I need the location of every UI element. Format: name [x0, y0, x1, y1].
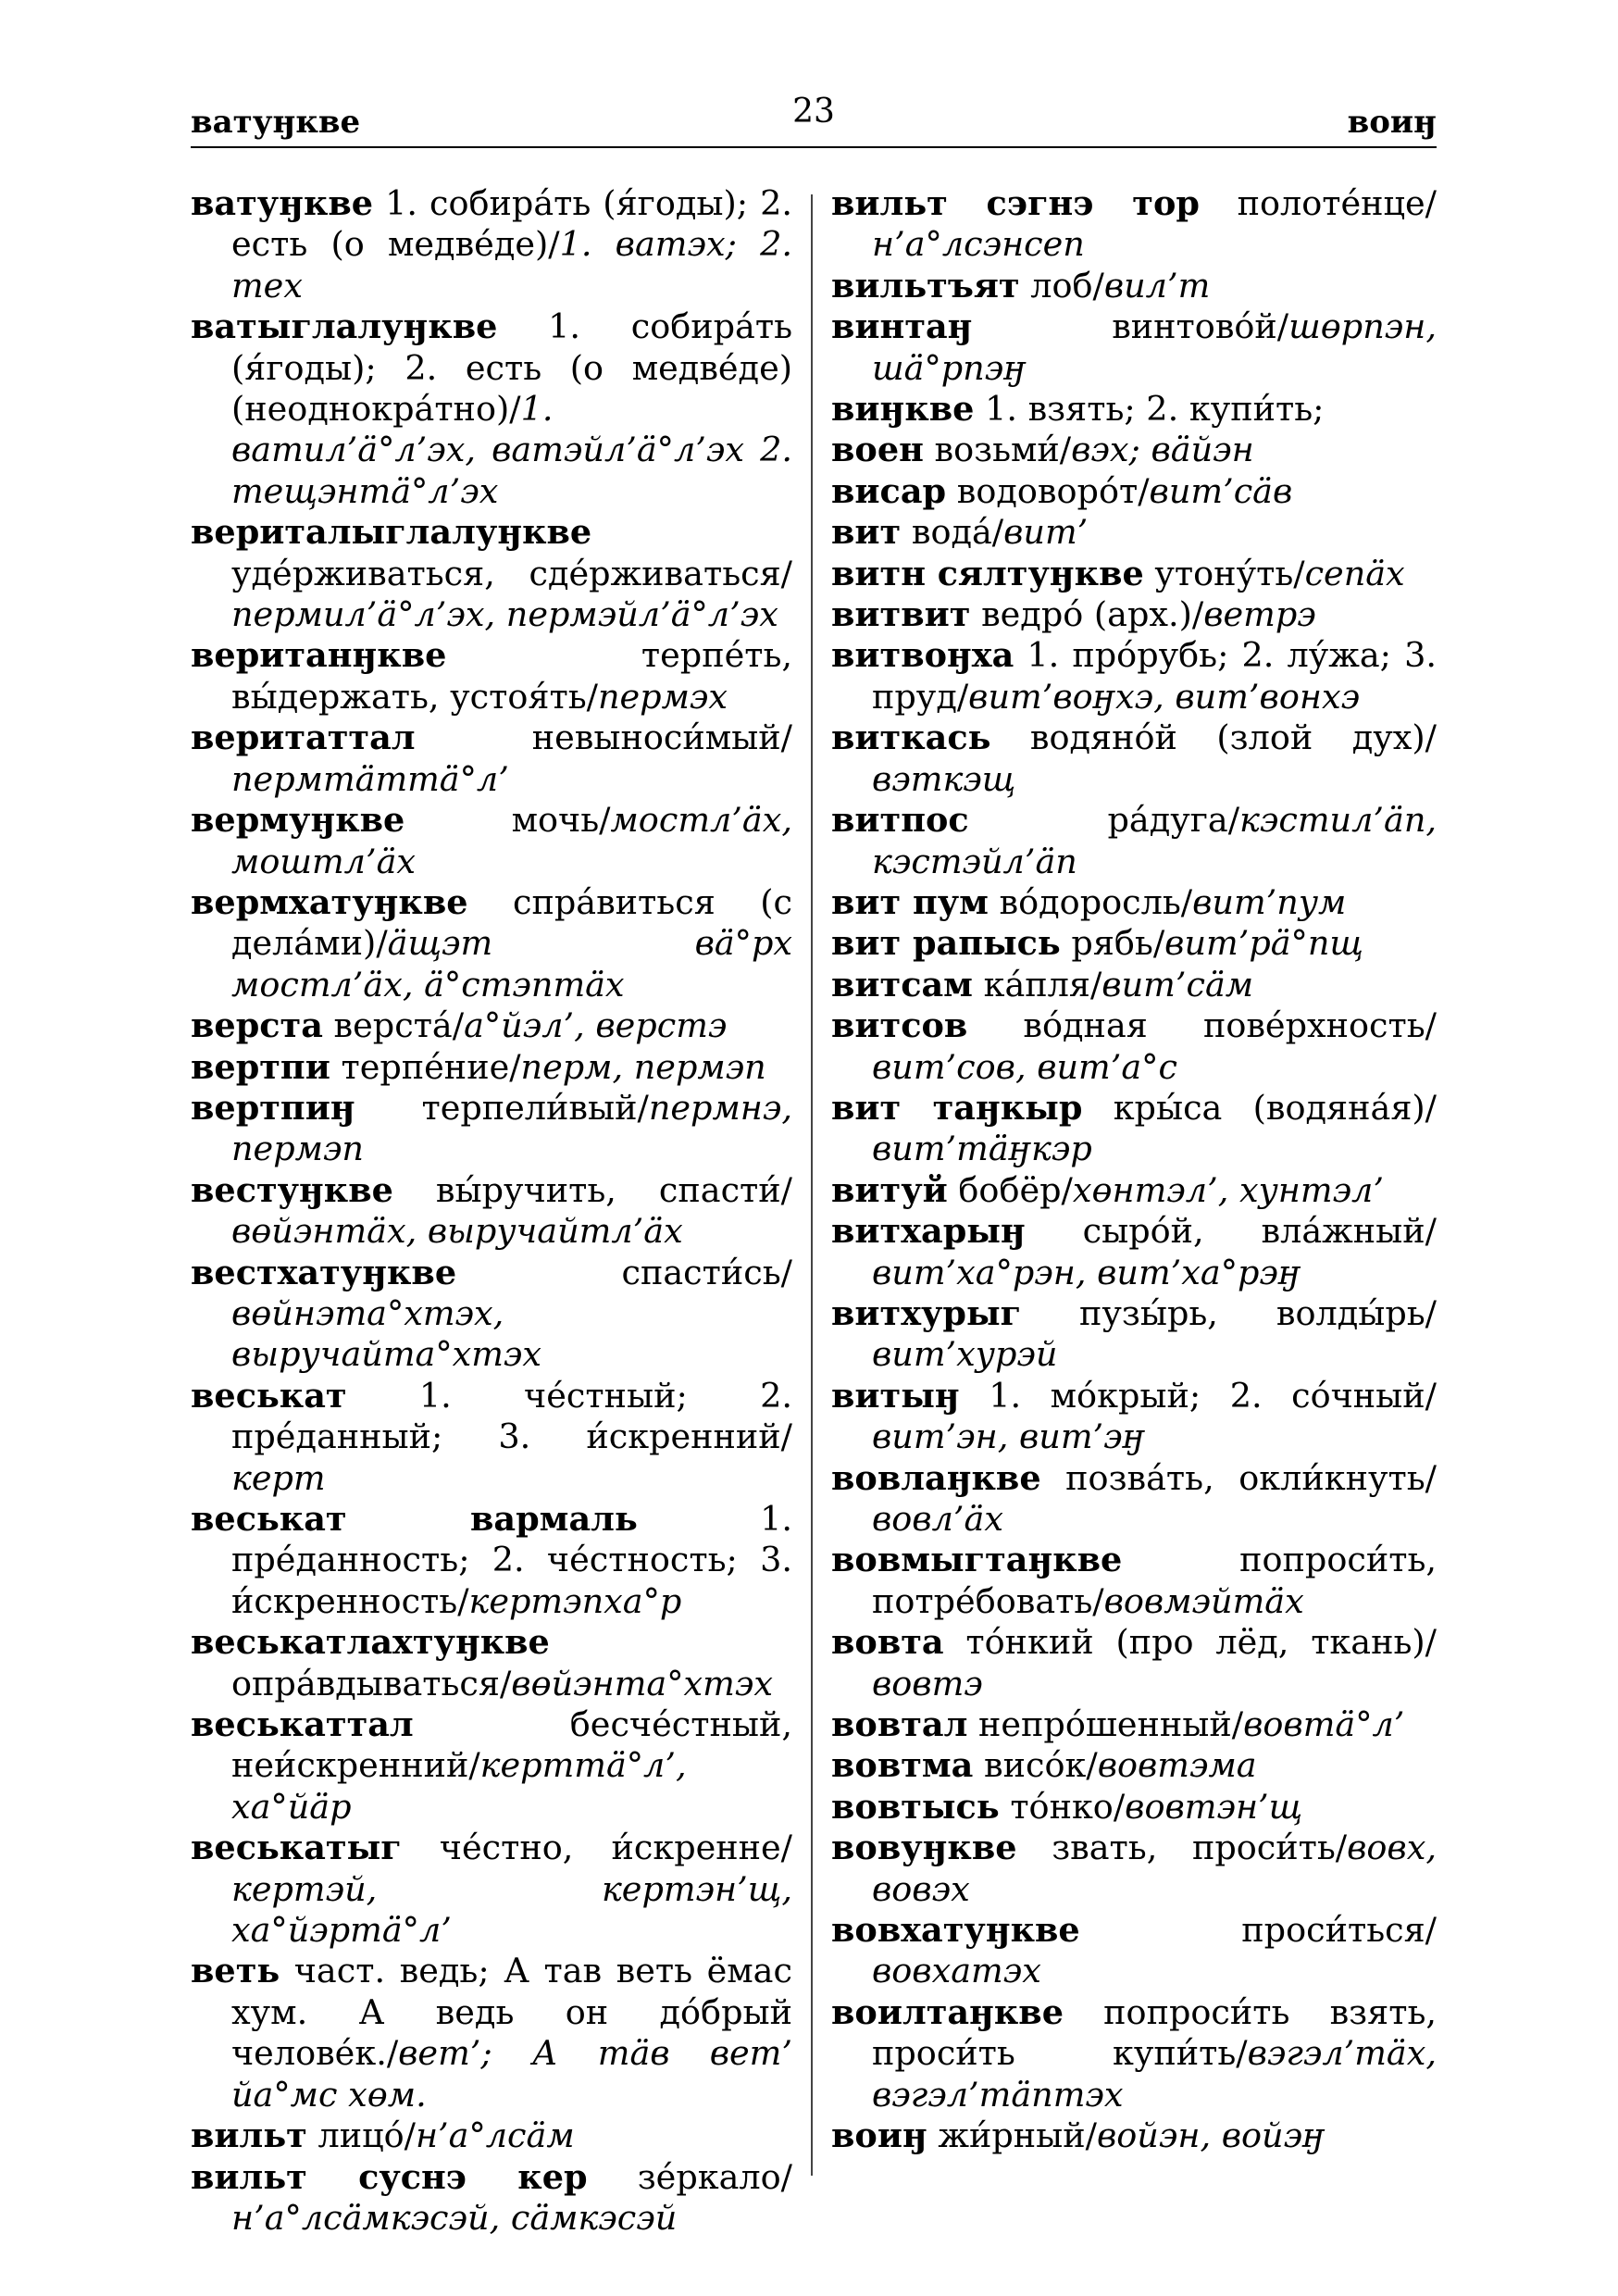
entry-headword: витвит [831, 594, 971, 635]
dictionary-entry [831, 1622, 1437, 1704]
entry-definition: 1. мо́крый; 2. со́чный/ [989, 1375, 1437, 1416]
entry-definition: кры́са (водяна́я)/ [1113, 1087, 1437, 1128]
entry-definition: непро́шенный/ [978, 1704, 1244, 1745]
entry-headword: вериталыглалуӈкве [191, 512, 592, 553]
entry-definition: уде́рживаться, сде́рживаться/ [231, 553, 792, 593]
dictionary-entry [831, 1910, 1437, 1992]
left-column [191, 183, 792, 2239]
entry-headword: витхарыӈ [831, 1211, 1026, 1252]
dictionary-entry [831, 882, 1437, 923]
entry-definition: то́нкий (про лёд, ткань)/ [965, 1622, 1437, 1663]
entry-definition: вы́ручить, спасти́/ [435, 1169, 792, 1210]
dictionary-entry [831, 266, 1437, 306]
entry-definition: то́нко/ [1010, 1786, 1126, 1827]
entry-headword: вертпи [191, 1046, 330, 1087]
entry-definition: верста́/ [333, 1005, 465, 1046]
entry-translation: пермнэ, пермэп [231, 1087, 792, 1169]
entry-translation: вил’т [1103, 265, 1211, 306]
entry-translation: кертэпха°р [468, 1580, 682, 1621]
entry-headword: веськатыг [191, 1828, 402, 1868]
running-head-left: ватуӈкве [191, 104, 361, 141]
entry-translation: сепӓх [1304, 553, 1405, 593]
entry-headword: вовуӈкве [831, 1828, 1017, 1868]
entry-translation: керттӓ°л’, ха°йӓр [231, 1745, 687, 1827]
entry-translation: вөйэнтӓх, выручайтл’ӓх [231, 1211, 683, 1252]
entry-headword: виткась [831, 718, 991, 758]
entry-headword: воиӈ [831, 2115, 927, 2156]
entry-translation: войэн, войэӈ [1097, 2115, 1326, 2156]
entry-definition: полоте́нце/ [1237, 183, 1437, 223]
entry-translation: кертэй, кертэн’щ, ха°йэртӓ°л’ [231, 1868, 792, 1951]
entry-translation: вовмэйтӓх [1103, 1580, 1304, 1621]
dictionary-entry [831, 1992, 1437, 2115]
dictionary-entry [191, 2115, 792, 2156]
entry-definition: 1. собира́ть (я́годы); 2. есть (о медве́де)/ [231, 183, 792, 265]
entry-headword: вит [831, 512, 902, 553]
entry-definition: бобёр/ [958, 1169, 1073, 1210]
dictionary-entry [831, 1170, 1437, 1211]
running-head-right: воиӈ [1347, 104, 1437, 141]
entry-definition: мочь/ [511, 800, 611, 841]
entry-definition: терпе́ние/ [341, 1046, 521, 1087]
entry-headword: веськатлахтуӈкве [191, 1622, 550, 1663]
dictionary-entry [191, 2157, 792, 2240]
entry-headword: витсам [831, 964, 973, 1004]
dictionary-entry [831, 1540, 1437, 1622]
entry-definition: пузы́рь, волды́рь/ [1079, 1292, 1437, 1333]
entry-translation: н’а°лсӓм [415, 2115, 575, 2156]
dictionary-entry [191, 1005, 792, 1046]
entry-headword: вильт [191, 2115, 307, 2156]
entry-definition: звать, проси́ть/ [1052, 1828, 1348, 1868]
entry-definition: 1. собира́ть (я́годы); 2. есть (о медве́де) (неоднокра́тно)/ [231, 306, 792, 430]
dictionary-entry [191, 1704, 792, 1828]
dictionary-entry [831, 183, 1437, 266]
dictionary-entry [191, 1376, 792, 1499]
page-header [191, 93, 1437, 152]
entry-definition: во́доросль/ [999, 881, 1193, 922]
entry-headword: вовтал [831, 1704, 968, 1745]
entry-definition: висо́к/ [984, 1745, 1098, 1786]
entry-translation: ӓщэт вӓ°рх мостл’ӓх, ӓ°стэптӓх [231, 923, 792, 1004]
dictionary-entry [191, 635, 792, 718]
entry-definition: невыноси́мый/ [531, 718, 792, 758]
entry-translation: вөйнэта°хтэх, выручайта°хтэх [231, 1292, 542, 1375]
dictionary-entry [831, 1745, 1437, 1786]
entry-definition: ведро́ (арх.)/ [981, 594, 1204, 635]
entry-headword: витсов [831, 1005, 968, 1046]
entry-headword: витуй [831, 1169, 948, 1210]
entry-translation: н’а°лсэнсеп [872, 224, 1085, 265]
dictionary-entry [191, 512, 792, 635]
entry-headword: вит пум [831, 881, 989, 922]
entry-definition: сыро́й, вла́жный/ [1082, 1211, 1437, 1252]
entry-headword: винтаӈ [831, 306, 973, 347]
entry-translation: вит’рӓ°пщ [1164, 923, 1364, 964]
entry-definition: опра́вдываться/ [231, 1663, 512, 1703]
entry-headword: вермхатуӈкве [191, 881, 468, 922]
entry-definition: ра́дуга/ [1107, 800, 1240, 841]
entry-definition: ка́пля/ [983, 964, 1102, 1004]
right-column [831, 183, 1437, 2157]
dictionary-entry [831, 512, 1437, 553]
entry-translation: вит’эн, вит’эӈ [872, 1416, 1146, 1457]
entry-translation: пермэх [597, 676, 728, 717]
entry-translation: хөнтэл’, хунтэл’ [1072, 1169, 1384, 1210]
entry-translation: вовл’ӓх [872, 1499, 1003, 1539]
entry-translation: шөрпэн, шӓ°рпэӈ [872, 306, 1437, 388]
entry-definition: вода́/ [911, 512, 1004, 553]
entry-headword: витыӈ [831, 1375, 960, 1416]
column-divider [811, 194, 813, 2176]
dictionary-entry [831, 1376, 1437, 1458]
dictionary-entry [831, 965, 1437, 1005]
dictionary-entry [831, 1458, 1437, 1541]
entry-translation: пермтӓттӓ°л’ [231, 758, 509, 799]
entry-definition: терпели́вый/ [421, 1087, 649, 1128]
entry-headword: вовтма [831, 1745, 974, 1786]
entry-definition: во́дная пове́рхность/ [1023, 1005, 1437, 1046]
entry-translation: 1. ватил’ӓ°л’эх, ватэйл’ӓ°л’эх 2. тещэнтӓ°л’эх [231, 389, 792, 511]
dictionary-entry [191, 1253, 792, 1376]
entry-translation: н’а°лсӓмкэсэй, сӓмкэсэй [231, 2197, 678, 2238]
entry-translation: вэх; вӓйэн [1071, 430, 1254, 470]
entry-definition: рябь/ [1071, 923, 1165, 964]
dictionary-entry [831, 1005, 1437, 1088]
entry-translation: вовтэ [872, 1663, 983, 1703]
dictionary-entry [831, 718, 1437, 800]
dictionary-entry [191, 1088, 792, 1170]
entry-definition: терпе́ть, вы́держать, устоя́ть/ [231, 635, 792, 717]
entry-headword: веританӈкве [191, 635, 447, 676]
dictionary-entry [831, 1088, 1437, 1170]
entry-headword: вовтысь [831, 1786, 1000, 1827]
entry-translation: перм, пермэп [520, 1046, 766, 1087]
entry-headword: веськат вармаль [191, 1499, 638, 1539]
entry-definition: част. ведь; А тав веть ёмас хум. А ведь он до́брый челове́к./ [231, 1951, 792, 2074]
page-number: 23 [792, 93, 835, 131]
entry-definition: 1. взять; 2. купи́ть; [985, 389, 1325, 430]
entry-definition: 1. про́рубь; 2. лу́жа; 3. пруд/ [872, 635, 1437, 717]
dictionary-entry [831, 1293, 1437, 1376]
entry-translation: вовтэма [1097, 1745, 1257, 1786]
entry-definition: проси́ться/ [1241, 1910, 1437, 1951]
entry-headword: веськат [191, 1375, 347, 1416]
entry-translation: вовтӓ°л’ [1243, 1704, 1405, 1745]
entry-headword: верста [191, 1005, 323, 1046]
entry-translation: вит’ха°рэн, вит’ха°рэӈ [872, 1252, 1301, 1292]
entry-headword: воен [831, 430, 924, 470]
entry-translation: вовхатэх [872, 1951, 1041, 1991]
entry-definition: че́стно, и́скренне/ [439, 1828, 792, 1868]
entry-headword: вестуӈкве [191, 1169, 393, 1210]
entry-translation: вит’тӓӈкэр [872, 1129, 1092, 1169]
dictionary-entry [191, 800, 792, 882]
dictionary-entry [831, 430, 1437, 470]
dictionary-entry [191, 1828, 792, 1951]
entry-headword: витхурыг [831, 1292, 1022, 1333]
entry-headword: вильт сэгнэ тор [831, 183, 1200, 223]
entry-definition: 1. пре́данность; 2. че́стность; 3. и́скренность/ [231, 1499, 792, 1621]
dictionary-entry [831, 1211, 1437, 1293]
entry-definition: попроси́ть, потре́бовать/ [872, 1540, 1437, 1621]
entry-definition: бесче́стный, неи́скренний/ [231, 1704, 792, 1786]
entry-headword: вильт суснэ кер [191, 2156, 588, 2197]
entry-definition: зе́ркало/ [637, 2156, 792, 2197]
entry-headword: вит таӈкыр [831, 1087, 1083, 1128]
entry-translation: керт [231, 1457, 326, 1498]
entry-headword: витпос [831, 800, 969, 841]
dictionary-entry [191, 1951, 792, 2115]
dictionary-entry [831, 554, 1437, 594]
entry-headword: вовхатуӈкве [831, 1910, 1080, 1951]
entry-headword: вильтъят [831, 265, 1020, 306]
dictionary-entry [831, 1828, 1437, 1910]
entry-definition: спасти́сь/ [621, 1252, 792, 1292]
entry-headword: вестхатуӈкве [191, 1252, 457, 1292]
dictionary-entry [831, 389, 1437, 430]
entry-definition: позва́ть, окли́кнуть/ [1065, 1457, 1437, 1498]
entry-headword: ватыглалуӈкве [191, 306, 498, 347]
dictionary-entry [831, 471, 1437, 512]
dictionary-entry [831, 635, 1437, 718]
entry-definition: спра́виться (с дела́ми)/ [231, 881, 792, 964]
entry-translation: вит’сов, вит’а°с [872, 1046, 1177, 1087]
entry-translation: вит’ [1003, 512, 1089, 553]
entry-translation: вэгэл’тӓх, вэгэл’тӓптэх [872, 2033, 1437, 2115]
entry-translation: вет’; А тӓв вет’ йа°мс хөм. [231, 2033, 792, 2115]
dictionary-entry [191, 882, 792, 1005]
dictionary-entry [191, 1622, 792, 1704]
entry-headword: вовта [831, 1622, 944, 1663]
entry-headword: ватуӈкве [191, 183, 374, 223]
entry-headword: витвоӈха [831, 635, 1014, 676]
entry-translation: мостл’ӓх, моштл’ӓх [231, 800, 792, 881]
entry-headword: вовлаӈкве [831, 1457, 1041, 1498]
entry-definition: винтово́й/ [1112, 306, 1289, 347]
entry-definition: жи́рный/ [938, 2115, 1097, 2156]
entry-definition: водяно́й (злой дух)/ [1029, 718, 1437, 758]
entry-translation: вит’сӓм [1101, 964, 1254, 1004]
dictionary-entry [191, 306, 792, 512]
dictionary-entry [191, 1499, 792, 1622]
entry-definition: попроси́ть взять, проси́ть купи́ть/ [872, 1991, 1437, 2074]
entry-translation: вовтэн’щ [1125, 1786, 1303, 1827]
entry-headword: воилтаӈкве [831, 1991, 1064, 2032]
entry-headword: вовмыгтаӈкве [831, 1540, 1123, 1580]
entry-headword: висар [831, 470, 947, 511]
entry-headword: вертпиӈ [191, 1087, 355, 1128]
entry-headword: веть [191, 1951, 280, 1991]
dictionary-entry [191, 183, 792, 306]
dictionary-entry [831, 1704, 1437, 1745]
dictionary-entry [191, 1047, 792, 1088]
entry-translation: вэткэщ [872, 758, 1016, 799]
dictionary-entry [831, 800, 1437, 882]
entry-definition: лоб/ [1030, 265, 1104, 306]
entry-headword: виӈкве [831, 389, 975, 430]
dictionary-entry [831, 594, 1437, 635]
entry-translation: вит’пум [1192, 881, 1347, 922]
dictionary-entry [831, 923, 1437, 964]
entry-headword: вермуӈкве [191, 800, 405, 841]
entry-headword: витн сялтуӈкве [831, 553, 1144, 593]
entry-headword: веритаттал [191, 718, 416, 758]
entry-headword: вит рапысь [831, 923, 1061, 964]
entry-translation: вовх, вовэх [872, 1828, 1437, 1909]
entry-definition: возьми́/ [934, 430, 1072, 470]
entry-translation: кэстил’ӓп, кэстэйл’ӓп [872, 800, 1437, 881]
entry-translation: 1. ватэх; 2. тех [231, 224, 792, 306]
entry-headword: веськаттал [191, 1704, 414, 1745]
dictionary-entry [191, 1170, 792, 1253]
entry-translation: пермил’ӓ°л’эх, пермэйл’ӓ°л’эх [231, 594, 778, 635]
dictionary-entry [831, 2115, 1437, 2156]
header-rule [191, 146, 1437, 148]
dictionary-entry [831, 306, 1437, 389]
entry-translation: вит’сӓв [1149, 470, 1293, 511]
dictionary-entry [191, 718, 792, 800]
dictionary-entry [831, 1787, 1437, 1828]
entry-translation: вит’воӈхэ, вит’вонхэ [968, 676, 1361, 717]
entry-translation: ветрэ [1203, 594, 1316, 635]
entry-definition: водоворо́т/ [956, 470, 1150, 511]
entry-translation: вөйэнта°хтэх [511, 1663, 773, 1703]
entry-translation: вит’хурэй [872, 1334, 1058, 1375]
entry-definition: лицо́/ [317, 2115, 416, 2156]
entry-definition: 1. че́стный; 2. пре́данный; 3. и́скренний/ [231, 1375, 792, 1457]
entry-translation: а°йэл’, верстэ [464, 1005, 728, 1046]
entry-definition: утону́ть/ [1154, 553, 1305, 593]
